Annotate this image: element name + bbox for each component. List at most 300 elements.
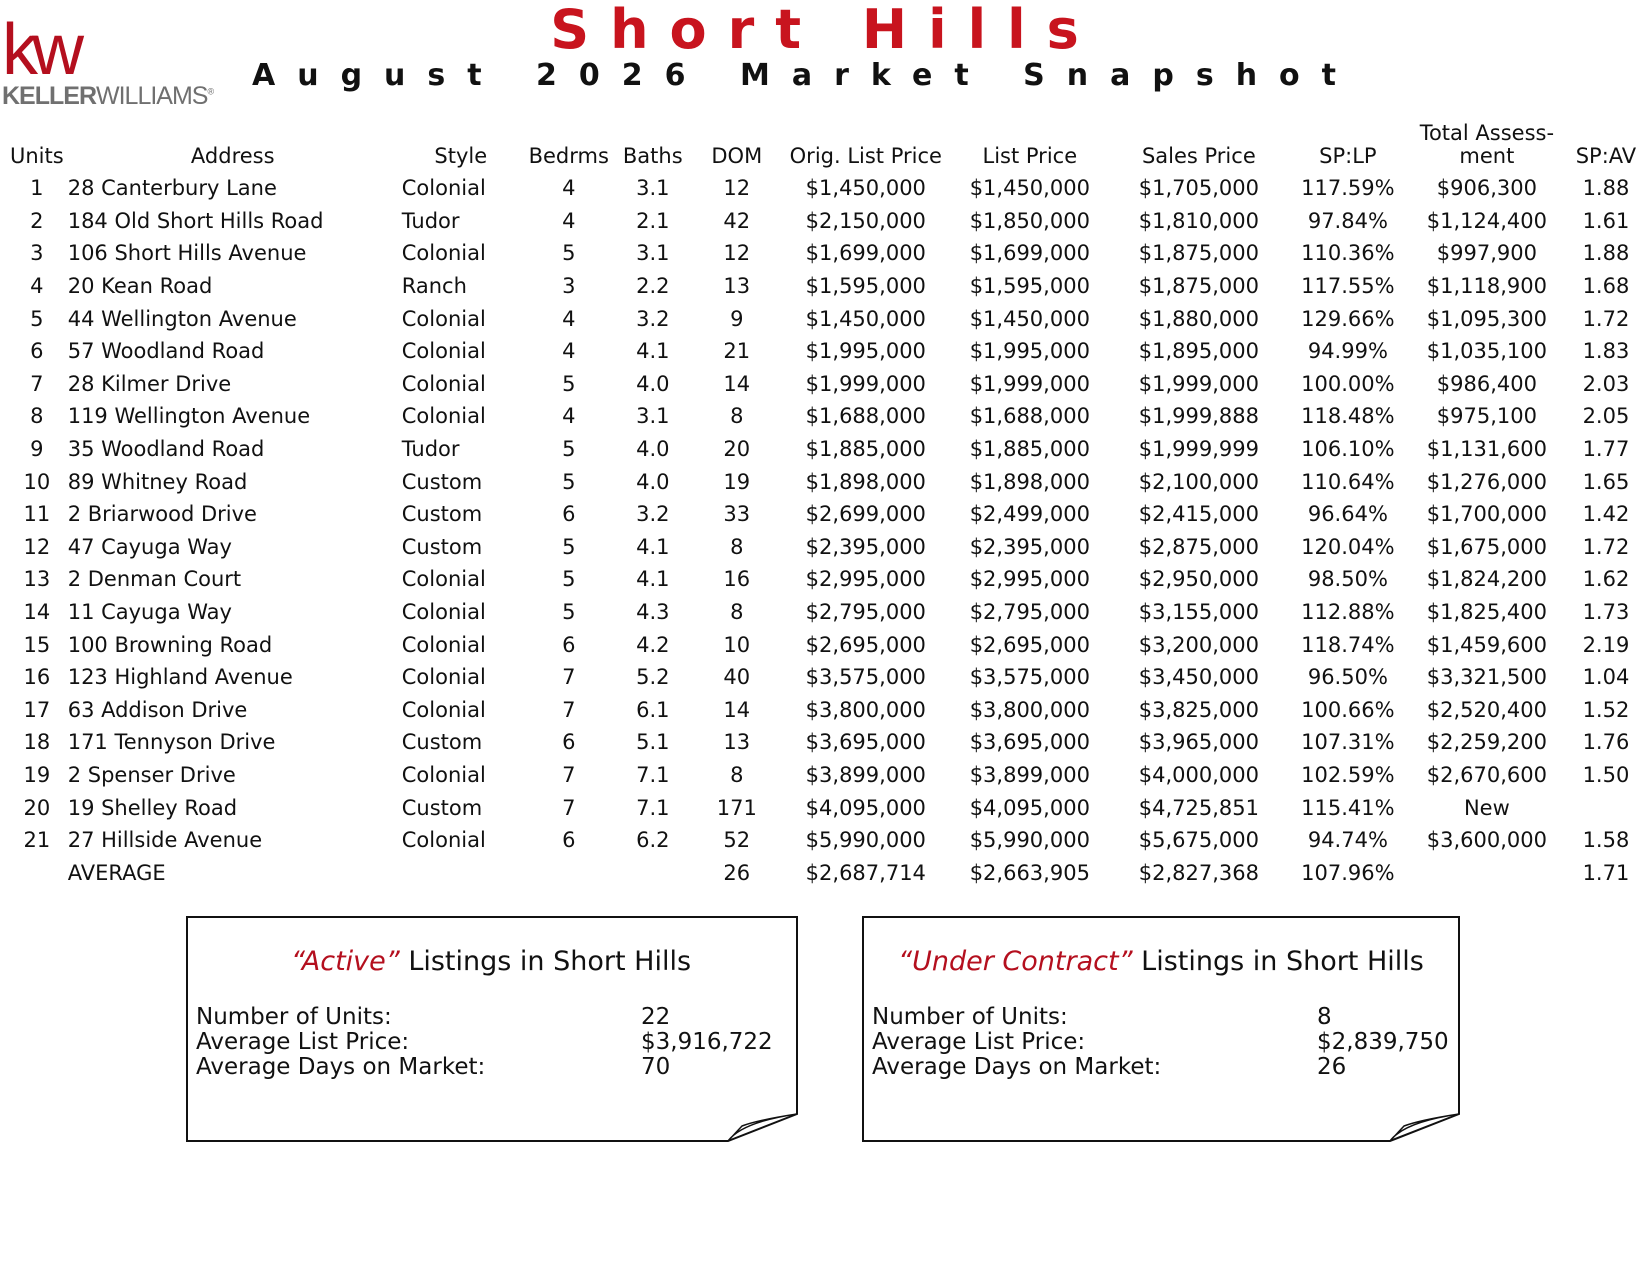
active-avg-price-label: Average List Price:	[196, 1029, 410, 1055]
orig-list-price-cell: $1,688,000	[805, 404, 926, 429]
table-row	[8, 694, 1648, 727]
splp-cell: 118.48%	[1301, 404, 1395, 429]
contract-avg-dom-label: Average Days on Market:	[872, 1054, 1162, 1080]
list-price-cell: $2,395,000	[969, 534, 1090, 559]
list-price-cell: $1,688,000	[969, 404, 1090, 429]
average-orig-list-price: $2,687,714	[805, 860, 926, 885]
splp-cell: 94.74%	[1307, 828, 1388, 853]
orig-list-price-cell: $4,095,000	[805, 795, 926, 820]
address-cell: 89 Whitney Road	[67, 469, 248, 494]
active-avg-price-value: $3,916,722	[641, 1029, 773, 1055]
splp-cell: 117.55%	[1301, 274, 1395, 299]
logo-wordmark	[2, 82, 212, 111]
bedrms-cell: 6	[562, 632, 576, 657]
spav-cell: 1.68	[1582, 274, 1630, 299]
header-splp: SP:LP	[1319, 144, 1377, 168]
table-row	[8, 465, 1648, 498]
total-assessment-cell: $1,675,000	[1426, 534, 1547, 559]
spav-cell	[1564, 791, 1648, 824]
splp-cell: 102.59%	[1301, 762, 1395, 787]
table-row	[8, 237, 1648, 270]
table-row	[8, 759, 1648, 792]
style-cell: Tudor	[401, 437, 460, 462]
units-cell: 14	[23, 600, 51, 625]
bedrms-cell: 4	[562, 176, 576, 201]
baths-cell: 2.1	[636, 208, 670, 233]
table-body	[8, 172, 1648, 856]
bedrms-cell: 5	[562, 437, 576, 462]
style-cell: Colonial	[401, 762, 486, 787]
style-cell: Colonial	[401, 600, 486, 625]
list-price-cell: $3,800,000	[969, 697, 1090, 722]
table-row	[8, 596, 1648, 629]
baths-cell: 6.1	[636, 697, 670, 722]
units-cell: 17	[23, 697, 51, 722]
orig-list-price-cell: $2,795,000	[805, 600, 926, 625]
spav-cell: 1.73	[1582, 600, 1630, 625]
orig-list-price-cell: $1,999,000	[805, 371, 926, 396]
dom-cell: 8	[730, 762, 744, 787]
dom-cell: 42	[723, 208, 751, 233]
orig-list-price-cell: $1,898,000	[805, 469, 926, 494]
table-row	[8, 433, 1648, 466]
sales-price-cell: $3,965,000	[1138, 730, 1259, 755]
sales-price-cell: $4,000,000	[1138, 762, 1259, 787]
total-assessment-cell: $2,520,400	[1426, 697, 1547, 722]
baths-cell: 5.2	[636, 665, 670, 690]
dom-cell: 14	[723, 371, 751, 396]
list-price-cell: $1,850,000	[969, 208, 1090, 233]
units-cell: 18	[23, 730, 51, 755]
splp-cell: 110.36%	[1301, 241, 1395, 266]
spav-cell: 1.72	[1582, 306, 1630, 331]
total-assessment-cell: $1,824,200	[1426, 567, 1547, 592]
average-label: AVERAGE	[67, 860, 166, 885]
bedrms-cell: 6	[562, 502, 576, 527]
header-style: Style	[434, 144, 488, 168]
table-row	[8, 368, 1648, 401]
sales-price-cell: $2,100,000	[1138, 469, 1259, 494]
units-cell: 2	[30, 208, 44, 233]
orig-list-price-cell: $2,150,000	[805, 208, 926, 233]
baths-cell: 4.0	[636, 469, 670, 494]
orig-list-price-cell: $2,699,000	[805, 502, 926, 527]
list-price-cell: $2,795,000	[969, 600, 1090, 625]
dom-cell: 13	[723, 730, 751, 755]
header-units: Units	[10, 144, 64, 168]
header-bedrms: Bedrms	[528, 144, 609, 168]
splp-cell: 100.66%	[1301, 697, 1395, 722]
bedrms-cell: 5	[562, 600, 576, 625]
address-cell: 47 Cayuga Way	[67, 534, 232, 559]
dom-cell: 9	[730, 306, 744, 331]
baths-cell: 4.0	[636, 437, 670, 462]
style-cell: Colonial	[401, 665, 486, 690]
bedrms-cell: 4	[562, 404, 576, 429]
address-cell: 2 Spenser Drive	[67, 762, 236, 787]
address-cell: 2 Denman Court	[67, 567, 242, 592]
units-cell: 19	[23, 762, 51, 787]
units-cell: 16	[23, 665, 51, 690]
list-price-cell: $2,499,000	[969, 502, 1090, 527]
style-cell: Colonial	[401, 339, 486, 364]
active-units-value: 22	[641, 1004, 671, 1030]
splp-cell: 107.31%	[1301, 730, 1395, 755]
units-cell: 7	[30, 371, 44, 396]
list-price-cell: $3,899,000	[969, 762, 1090, 787]
address-cell: 2 Briarwood Drive	[67, 502, 257, 527]
address-cell: 35 Woodland Road	[67, 437, 265, 462]
address-cell: 106 Short Hills Avenue	[67, 241, 307, 266]
active-units-label: Number of Units:	[196, 1004, 392, 1030]
address-cell: 57 Woodland Road	[67, 339, 265, 364]
style-cell: Colonial	[401, 371, 486, 396]
orig-list-price-cell: $1,995,000	[805, 339, 926, 364]
total-assessment-cell: $3,321,500	[1426, 665, 1547, 690]
list-price-cell: $1,450,000	[969, 306, 1090, 331]
spav-cell: 1.77	[1582, 437, 1630, 462]
orig-list-price-cell: $3,575,000	[805, 665, 926, 690]
total-assessment-cell: $1,095,300	[1426, 306, 1547, 331]
dom-cell: 33	[723, 502, 751, 527]
sales-price-cell: $2,875,000	[1138, 534, 1259, 559]
total-assessment-cell: $2,670,600	[1426, 762, 1547, 787]
bedrms-cell: 7	[562, 762, 576, 787]
style-cell: Colonial	[401, 306, 486, 331]
dom-cell: 14	[723, 697, 751, 722]
spav-cell: 2.05	[1582, 404, 1630, 429]
sales-price-cell: $3,200,000	[1138, 632, 1259, 657]
average-baths-cell	[616, 856, 690, 889]
total-assessment-cell: $2,259,200	[1426, 730, 1547, 755]
dom-cell: 20	[723, 437, 751, 462]
bedrms-cell: 4	[562, 306, 576, 331]
header-dom: DOM	[711, 144, 763, 168]
contract-card-title-emphasis: “Under Contract”	[898, 946, 1133, 977]
orig-list-price-cell: $1,595,000	[805, 274, 926, 299]
orig-list-price-cell: $3,899,000	[805, 762, 926, 787]
units-cell: 9	[30, 437, 44, 462]
active-card-title	[186, 946, 796, 977]
dom-cell: 19	[723, 469, 751, 494]
dom-cell: 13	[723, 274, 751, 299]
units-cell: 5	[30, 306, 44, 331]
logo-name-light: WILLIAMS	[96, 82, 208, 110]
contract-avg-dom-value: 26	[1317, 1054, 1347, 1080]
table-row	[8, 791, 1648, 824]
splp-cell: 120.04%	[1301, 534, 1395, 559]
baths-cell: 4.0	[636, 371, 670, 396]
page-subtitle: August 2026 Market Snapshot	[252, 58, 1359, 93]
total-assessment-cell: $1,459,600	[1426, 632, 1547, 657]
sales-price-cell: $1,999,888	[1138, 404, 1259, 429]
spav-cell: 1.62	[1582, 567, 1630, 592]
list-price-cell: $1,898,000	[969, 469, 1090, 494]
table-row	[8, 726, 1648, 759]
dom-cell: 12	[723, 176, 751, 201]
spav-cell: 2.19	[1582, 632, 1630, 657]
spav-cell: 1.42	[1582, 502, 1630, 527]
table-row	[8, 531, 1648, 564]
dom-cell: 21	[723, 339, 751, 364]
splp-cell: 106.10%	[1301, 437, 1395, 462]
splp-cell: 115.41%	[1301, 795, 1395, 820]
spav-cell: 2.03	[1582, 371, 1630, 396]
sales-price-cell: $5,675,000	[1138, 828, 1259, 853]
spav-cell: 1.65	[1582, 469, 1630, 494]
units-cell: 13	[23, 567, 51, 592]
address-cell: 184 Old Short Hills Road	[67, 208, 324, 233]
baths-cell: 7.1	[636, 762, 670, 787]
contract-avg-price-value: $2,839,750	[1317, 1029, 1449, 1055]
dom-cell: 52	[723, 828, 751, 853]
units-cell: 3	[30, 241, 44, 266]
orig-list-price-cell: $2,395,000	[805, 534, 926, 559]
average-spav: 1.71	[1582, 860, 1630, 885]
header-address: Address	[190, 144, 275, 168]
spav-cell: 1.04	[1582, 665, 1630, 690]
spav-cell: 1.83	[1582, 339, 1630, 364]
address-cell: 27 Hillside Avenue	[67, 828, 263, 853]
active-avg-dom-value: 70	[641, 1054, 671, 1080]
page-title: Short Hills	[550, 0, 1100, 61]
table-row	[8, 270, 1648, 303]
baths-cell: 4.1	[636, 567, 670, 592]
style-cell: Custom	[401, 730, 483, 755]
address-cell: 123 Highland Avenue	[67, 665, 293, 690]
table-row	[8, 205, 1648, 238]
style-cell: Colonial	[401, 567, 486, 592]
bedrms-cell: 5	[562, 534, 576, 559]
baths-cell: 5.1	[636, 730, 670, 755]
units-cell: 21	[23, 828, 51, 853]
average-units-cell	[8, 856, 66, 889]
header-sales-price: Sales Price	[1141, 144, 1256, 168]
kw-logo-mark: kw	[2, 10, 78, 90]
header-list-price: List Price	[982, 144, 1078, 168]
active-listings-card	[186, 916, 796, 1142]
market-table	[8, 122, 1648, 889]
orig-list-price-cell: $1,699,000	[805, 241, 926, 266]
style-cell: Custom	[401, 502, 483, 527]
address-cell: 171 Tennyson Drive	[67, 730, 276, 755]
bedrms-cell: 4	[562, 208, 576, 233]
average-bedrms-cell	[522, 856, 616, 889]
dom-cell: 16	[723, 567, 751, 592]
under-contract-card	[862, 916, 1472, 1142]
units-cell: 4	[30, 274, 44, 299]
list-price-cell: $3,695,000	[969, 730, 1090, 755]
baths-cell: 6.2	[636, 828, 670, 853]
total-assessment-cell: $3,600,000	[1426, 828, 1547, 853]
total-assessment-cell: $986,400	[1436, 371, 1537, 396]
contract-avg-price-label: Average List Price:	[872, 1029, 1086, 1055]
dom-cell: 8	[730, 404, 744, 429]
table-header-row	[8, 122, 1648, 172]
splp-cell: 96.64%	[1307, 502, 1388, 527]
contract-card-title-rest: Listings in Short Hills	[1132, 946, 1424, 977]
table-row	[8, 400, 1648, 433]
splp-cell: 129.66%	[1301, 306, 1395, 331]
total-assessment-cell: $997,900	[1436, 241, 1537, 266]
table-row	[8, 661, 1648, 694]
splp-cell: 98.50%	[1307, 567, 1388, 592]
address-cell: 119 Wellington Avenue	[67, 404, 311, 429]
splp-cell: 117.59%	[1301, 176, 1395, 201]
header-spav: SP:AV	[1575, 144, 1637, 168]
list-price-cell: $1,999,000	[969, 371, 1090, 396]
units-cell: 15	[23, 632, 51, 657]
list-price-cell: $2,695,000	[969, 632, 1090, 657]
splp-cell: 100.00%	[1301, 371, 1395, 396]
list-price-cell: $1,995,000	[969, 339, 1090, 364]
spav-cell: 1.58	[1582, 828, 1630, 853]
header-total-assessment	[1410, 122, 1564, 172]
list-price-cell: $2,995,000	[969, 567, 1090, 592]
spav-cell: 1.50	[1582, 762, 1630, 787]
header-total-assessment-line1: Total Assess-	[1419, 121, 1555, 145]
dom-cell: 10	[723, 632, 751, 657]
bedrms-cell: 5	[562, 567, 576, 592]
style-cell: Custom	[401, 469, 483, 494]
table-row	[8, 335, 1648, 368]
list-price-cell: $4,095,000	[969, 795, 1090, 820]
spav-cell: 1.88	[1582, 176, 1630, 201]
units-cell: 6	[30, 339, 44, 364]
orig-list-price-cell: $1,885,000	[805, 437, 926, 462]
keller-williams-logo	[2, 10, 214, 111]
average-row	[8, 856, 1648, 889]
splp-cell: 96.50%	[1307, 665, 1388, 690]
active-card-title-emphasis: “Active”	[290, 946, 400, 977]
baths-cell: 4.3	[636, 600, 670, 625]
style-cell: Colonial	[401, 404, 486, 429]
address-cell: 44 Wellington Avenue	[67, 306, 297, 331]
sales-price-cell: $2,415,000	[1138, 502, 1259, 527]
address-cell: 63 Addison Drive	[67, 697, 248, 722]
spav-cell: 1.76	[1582, 730, 1630, 755]
style-cell: Tudor	[401, 208, 460, 233]
total-assessment-cell: $1,035,100	[1426, 339, 1547, 364]
orig-list-price-cell: $1,450,000	[805, 176, 926, 201]
bedrms-cell: 6	[562, 828, 576, 853]
baths-cell: 3.1	[636, 241, 670, 266]
units-cell: 20	[23, 795, 51, 820]
splp-cell: 110.64%	[1301, 469, 1395, 494]
average-sales-price: $2,827,368	[1138, 860, 1259, 885]
orig-list-price-cell: $1,450,000	[805, 306, 926, 331]
sales-price-cell: $3,155,000	[1138, 600, 1259, 625]
splp-cell: 112.88%	[1301, 600, 1395, 625]
total-assessment-cell: $1,124,400	[1426, 208, 1547, 233]
sales-price-cell: $1,895,000	[1138, 339, 1259, 364]
bedrms-cell: 7	[562, 795, 576, 820]
bedrms-cell: 4	[562, 339, 576, 364]
address-cell: 20 Kean Road	[67, 274, 213, 299]
orig-list-price-cell: $5,990,000	[805, 828, 926, 853]
style-cell: Colonial	[401, 241, 486, 266]
table-row	[8, 563, 1648, 596]
total-assessment-cell: New	[1463, 795, 1510, 820]
list-price-cell: $1,699,000	[969, 241, 1090, 266]
average-splp: 107.96%	[1301, 860, 1395, 885]
list-price-cell: $3,575,000	[969, 665, 1090, 690]
spav-cell: 1.61	[1582, 208, 1630, 233]
header-baths: Baths	[622, 144, 683, 168]
units-cell: 10	[23, 469, 51, 494]
table-row	[8, 628, 1648, 661]
sales-price-cell: $4,725,851	[1138, 795, 1259, 820]
units-cell: 12	[23, 534, 51, 559]
spav-cell: 1.72	[1582, 534, 1630, 559]
style-cell: Colonial	[401, 632, 486, 657]
bedrms-cell: 5	[562, 469, 576, 494]
table-row	[8, 172, 1648, 205]
sales-price-cell: $1,810,000	[1138, 208, 1259, 233]
active-card-title-rest: Listings in Short Hills	[399, 946, 692, 977]
sales-price-cell: $1,705,000	[1138, 176, 1259, 201]
bedrms-cell: 7	[562, 665, 576, 690]
baths-cell: 3.2	[636, 306, 670, 331]
total-assessment-cell: $975,100	[1436, 404, 1537, 429]
list-price-cell: $1,595,000	[969, 274, 1090, 299]
active-avg-dom-label: Average Days on Market:	[196, 1054, 486, 1080]
splp-cell: 94.99%	[1307, 339, 1388, 364]
dom-cell: 8	[730, 534, 744, 559]
total-assessment-cell: $906,300	[1436, 176, 1537, 201]
style-cell: Colonial	[401, 828, 486, 853]
orig-list-price-cell: $3,695,000	[805, 730, 926, 755]
total-assessment-cell: $1,131,600	[1426, 437, 1547, 462]
spav-cell: 1.88	[1582, 241, 1630, 266]
contract-units-label: Number of Units:	[872, 1004, 1068, 1030]
average-style-cell	[400, 856, 522, 889]
sales-price-cell: $2,950,000	[1138, 567, 1259, 592]
sales-price-cell: $3,450,000	[1138, 665, 1259, 690]
spav-cell: 1.52	[1582, 697, 1630, 722]
average-list-price: $2,663,905	[969, 860, 1090, 885]
baths-cell: 4.2	[636, 632, 670, 657]
orig-list-price-cell: $3,800,000	[805, 697, 926, 722]
style-cell: Colonial	[401, 697, 486, 722]
table-row	[8, 824, 1648, 857]
sales-price-cell: $1,999,000	[1138, 371, 1259, 396]
dom-cell: 40	[723, 665, 751, 690]
total-assessment-cell: $1,825,400	[1426, 600, 1547, 625]
bedrms-cell: 3	[562, 274, 576, 299]
bedrms-cell: 5	[562, 371, 576, 396]
table-row	[8, 302, 1648, 335]
bedrms-cell: 5	[562, 241, 576, 266]
sales-price-cell: $1,999,999	[1138, 437, 1259, 462]
baths-cell: 4.1	[636, 339, 670, 364]
baths-cell: 4.1	[636, 534, 670, 559]
dom-cell: 8	[730, 600, 744, 625]
sales-price-cell: $1,875,000	[1138, 274, 1259, 299]
table-row	[8, 498, 1648, 531]
total-assessment-cell: $1,118,900	[1426, 274, 1547, 299]
baths-cell: 7.1	[636, 795, 670, 820]
contract-card-title	[862, 946, 1460, 977]
header-orig-list-price: Orig. List Price	[789, 144, 942, 168]
bedrms-cell: 6	[562, 730, 576, 755]
logo-reg-mark: ®	[207, 86, 214, 97]
style-cell: Colonial	[401, 176, 486, 201]
units-cell: 11	[23, 502, 51, 527]
address-cell: 28 Canterbury Lane	[67, 176, 277, 201]
list-price-cell: $5,990,000	[969, 828, 1090, 853]
average-assessment-cell	[1410, 856, 1564, 889]
